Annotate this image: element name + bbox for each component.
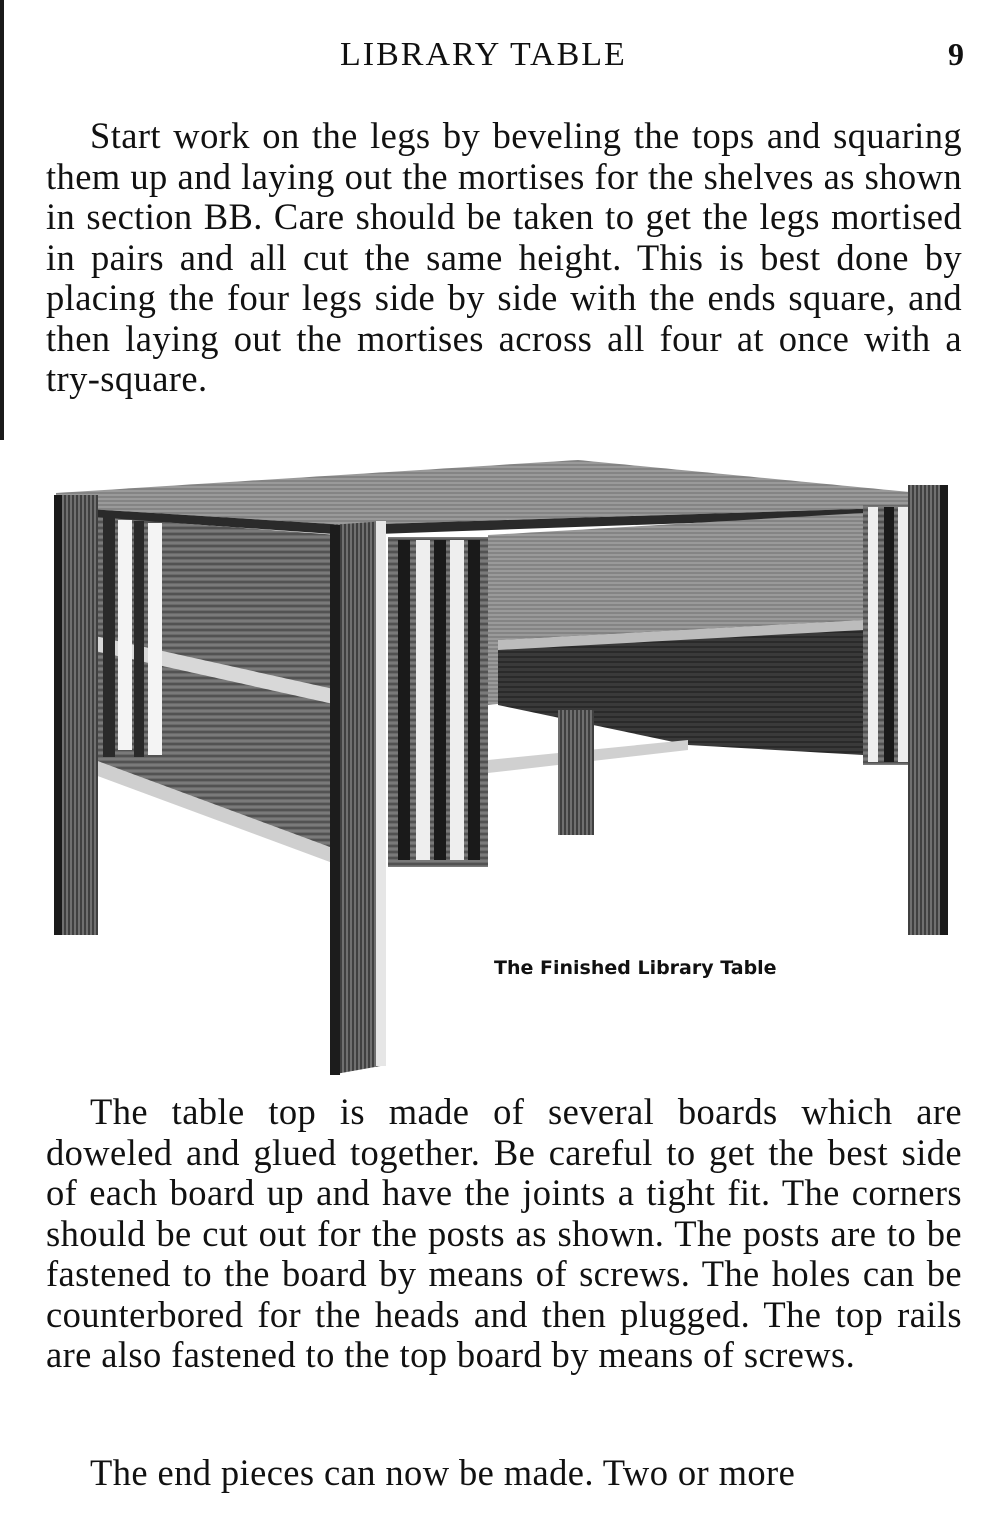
paragraph-3: The end pieces can now be made. Two or more xyxy=(90,1452,796,1493)
paragraph-1: Start work on the legs by beveling the tops and squaring them up and laying out the mortises for the shelves as shown in section BB. Care should be taken to get the legs mortised in pairs and all cut the same height. This is best done by placing the four legs side by side with the ends square, and then laying out the mortises across all four at once with a try-square. xyxy=(46,115,962,399)
library-table-illustration xyxy=(48,455,958,1080)
running-title: LIBRARY TABLE xyxy=(340,36,627,73)
figure-caption: The Finished Library Table xyxy=(494,957,777,979)
library-table-figure xyxy=(48,455,958,1080)
running-head xyxy=(0,30,1000,80)
page-number: 9 xyxy=(948,36,964,72)
paragraph-2: The table top is made of several boards which are doweled and glued together. Be careful to get the best side of each board up and have the joints a tight fit. The corners should be cut out for the posts as shown. The posts are to be fastened to the board by means of screws. The holes can be counterbored for the heads and then plugged. The top rails are also fastened to the top board by means of screws. xyxy=(46,1091,962,1375)
